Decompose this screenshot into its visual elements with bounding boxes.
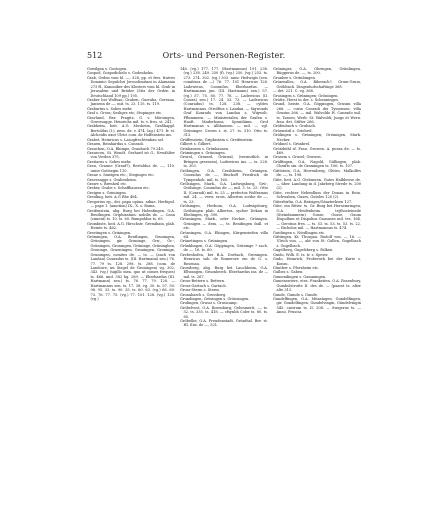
register-entry: Güttstein, O.A. Herrenberg, Glütes. Malkolfes de. —, ts. 198. [273, 168, 361, 178]
register-entry: Grönsingen, O.A. Ehingen, Kürgenrieden villa 64. [180, 230, 268, 240]
register-entry: Grülfingen, O.A. Nagold, Güllingen, plab. Chrafts sin. de Gramingen ts. 106. ts. 107. [273, 159, 361, 169]
register-entry: Grühnel s. Grünbrel. [273, 142, 311, 147]
register-entry: Grötzbühl sf. Frau. Gruwen. A. pueza de. — ts. 469. [273, 146, 361, 156]
register-entry: Güte, rechter Nebenfluss der Donau in Rein. Schwaben, Guses, Gutoles 120 (2). [273, 190, 361, 200]
register-entry: Gross-Bettern s. Bettern. [180, 279, 226, 284]
register-entry: Gundelfingen, O.A. Münsingen, Gundelfingen, gir. Gundelfingen, Gundelvingin, Gündelvingin 545. castrum ts. II. 208. — Swigerus ts. — Anno, Pruscia [273, 296, 361, 315]
register-entry: Güterbirlin, O.A. Bräsiges/Gänzterksen 127. [273, 199, 353, 204]
register-entry: Günther s. Pforzheim etc. [273, 265, 320, 270]
register-entry: Gravesagge s. Grabenheim. [87, 177, 137, 182]
register-entry: Grauchen, O.A. Rhimpe, Graubuch 79.240. [87, 146, 164, 151]
register-entry: Griwol, Griuwel, Grinwal, (vermutlich in Bringen gesessen), Ludewicus ins. — ts. 228. ts. 303. [180, 155, 268, 169]
register-entry: Grömingen, O.A. Reutlingen, Gruningen, Grüningen, gir. Gruninge, Grn-, Gr.-, Grüningen, Groningen, Grüninge, Grüninghen, Groninge, Grueningen, Gruningen, Groninge, Gruningen, comites de. — ts. — (auch von Landau) Cunradus ts. (III. Hartmann) sen.) 76. 77. 79 ts. 128. 298. ts. 288. (com. de Landowe, im Siegel de Groningen) vg. 302. 343. (vg.) (sigillo mea. quo ut comes freques) ts. 466. und. 382 hg. 289. — Eberhardus (III. Hartmann) sen.) ts. 76. 77. 79. 128. — Hartmannus sen. ts. 17. 38. vg. 30. ts. 57. 50. 98. 95. 33. ts. 90. 35. ts. 60. 63. (vg.) 68. 69. 73. 76. 77. 75. (vg.) 77. 101. 128. (vg.) 128. (vg.) [87, 235, 175, 301]
register-entry: Gross-Sterm s. Sterm. [180, 288, 220, 293]
register-column-2 [180, 67, 268, 472]
register-entry: Gudo, Heinrich, Probevork bei der Kurie s. Konsu. [273, 257, 361, 266]
register-entry: Grossberg, abg. Burg bei Lauchheim, O.A. Ellwangen, Gruonberch. Eberhardus ins. de — mil. ts. 267. [180, 265, 268, 279]
register-entry: Gronabarch s. Grossberg. [180, 292, 227, 297]
register-entry: Guido, Wilh. E. ts. tr. s. Speier. [273, 252, 329, 257]
register-entry: Gröbelbe, O.A. Freudenstadt, Grünthal. Ber. st. Hl. Eus. de —, 521. [180, 319, 268, 328]
register-entry: Greigen s. Grimingen. [87, 190, 127, 195]
register-entry: Gilbert s. Gilbert. [180, 142, 212, 147]
register-entry: Graber bei Wolfsau, Graben, Gurraba, Gerrana, Jansenn de —, mit. ts. 23. 115. ts. 119. [87, 97, 175, 107]
register-entry: Grulingen, Grussi s. Grusicamp. [180, 301, 238, 306]
register-entry: Grusem s. Grusel; Gruwen. [273, 155, 322, 160]
register-entry: Grabartus s. Sobes mehr. [87, 106, 133, 111]
register-entry: Gröbingen, O.A. Crailsheim, Grünigen, Conradus de —, Bischoff Friedrich de Tympenhob. mil. ts. 160. [180, 168, 268, 182]
register-entry: Güte, ein Ritter. ts. Gr. Burg bei Hersemringen, O.A. Heidenheim. tejthosteinede (Steindammern) Gusse, Gusse, Guum Dispollum et Dispolius Gausases mil. tes. 164. — Gerstius fres. — ts. 53. ts. 53. ts. 53. ts. 22. — Richolus mil. — Hartmannus ts. 474. [273, 204, 361, 231]
register-entry: Grülingen s. Grüningen; Grönnigen, Mark. Necker. [273, 133, 361, 142]
running-title: Orts- und Personen-Register. [162, 51, 286, 60]
register-entry: Grunbre s. Grünbingen. [273, 75, 316, 80]
register-entry: Grauen, Reinhardus s. Conradi. [87, 142, 144, 147]
register-entry: Gutdingen s. Nördlingen etc. [273, 230, 326, 235]
register-entry: Gregorius ep., dei. papa opüns. adiue. Herbipol. — pape 1. (amotion) IX., X. s. Roma. [87, 199, 175, 209]
register-entry: Grund, heiste. O.A. Göppingen, Grusim villa 266. — curia Conradi dei Tyssensen. villa Grusim 266. — mil. Walvoldo H. Canrado mil. ts. Tassen, Werb. St. Walvoldi; Jungs et Wern. frau. det. Stifter 266. [273, 102, 361, 125]
register-entry: Grusingen s. Grüningen; Gröningen. [273, 93, 339, 98]
register-entry: — det. 221. C. vg. 368. [273, 89, 315, 94]
register-entry: Grüffenstein, Griphistain s. Greifenstein. [180, 137, 254, 142]
page-header [87, 50, 361, 62]
register-entry: Gröbelvost, O.A. Rosenburg, Gelonmerit, —, ts. 52. ts. 335. ts. 418. — cfsynbh Coler ts. 80. ts. 85. [180, 305, 268, 319]
register-entry: Gravlund, Ber. Pragitz, G. v. Mörsingen, Gravesagge. Heinrichs mil. ts. v. fres. st. 241. [87, 115, 175, 125]
register-entry: Grestingen s. Griningen. [87, 230, 132, 235]
register-entry: Grüfenbach s. Grubach. [273, 124, 316, 129]
register-entry: Grebeshofen, bei B.A. Dorbach, Greningen. Henricus sub. de Romersee ein de G. s. Rosenau. [180, 252, 268, 266]
register-entry: Grünklingen, O.A. Göppingen, Grüninge ? sach. de —, 16. ts. 60. [180, 243, 268, 253]
register-entry: Graf s. Gross; Sesliges etc; Stupinges etc. [87, 111, 163, 116]
register-entry: Grönsingen, Mark., oder Necker., Grünigen. Grünigen — dem. —, ts. Rendingen fadl. et etc. [180, 217, 268, 231]
register-entry: Güte, heit. A.G. Gtsbueren, Gutes Halbbrose de. — über. Landung in d. Jahrberg Strede ts. 200 (2). [273, 177, 361, 191]
register-entry: Grabst. Heinricus s. Lasogfrechtenbau sel. [87, 137, 165, 142]
register-entry: Graue s. Smeigen etc.; Steginges etc. [87, 173, 155, 178]
register-entry: Grünwalles, O.A. Biberach?, Grum-Gruin, Gröbbach. Dingenhofschaftinge 368. [273, 80, 361, 89]
register-entry: Grawe s. Brenheil etc. [87, 181, 128, 186]
register-entry: Gumendingen s. Gammingen. [273, 274, 327, 279]
register-entry: Gross-Gartach s. Gartach. [180, 283, 227, 288]
register-entry: Gratiarus s. Sobes mehr. [87, 159, 132, 164]
register-entry: Gugelberg, Gugelsberg s. Falken. [273, 248, 334, 253]
register-entry: Gulbes s. Gaben. [273, 270, 304, 275]
register-entry: 148. (vg.) 177. 177. (Hartmannus) 191. 238. (vg.) 238. 249. 250 (f). (vg.) 250. (vg.) 253. ts. 273. 274. 302. (vg.) 303. nunc Hedwigis (sen. comitissa de —) 76. 77. 101 Henricus 128. Ladewieus, Conradus, Eberhardus. — Hartmannus jun. (III. Hartmann) sen.) 57. (vg.) 57. 75. 80. 77. 76. — Ladewicus (II. Comes) sen.) 17. 24. 33. 73. — Ladewicus (Conradus) ts. 128. 238. — cylites Hartmannus. Otrolftus s. Landau. — Sigwonds Graf Konrads von Landau s. Wigwolt. Pflummern. — Ministerialen der Grafen s. Haoft. Maderhoms, Spraidiinm. Grof Hartmanus s. Albhausen. — mil. — vgl. Grüninger. Crown s. st. 27. ts. 310. Otto ts. 313. [180, 67, 268, 138]
register-entry: Grölsingen, Herbom, O.A. Ludwigsburg, Grölsingen plab. Albertus, sycher Dekan in Ehelingen, vg. 390. [180, 204, 268, 217]
register-entry: Greifenstein, abg. Burg bei Holenfingen, O.A. Reutlingen. Griphinstain. nobilis de. — Conn (ciment) ts. 10. ts. 60. Rumpoldus ts. 65. [87, 208, 175, 222]
register-entry: Gumenswiere, etes. Frankeiten, O.A. Rosenbury, Gumbolstrutte II. des de. — (paarst ts. alter alte 313. [273, 279, 361, 293]
register-entry: Grünetingen s. Grüningen. [180, 239, 229, 244]
register-entry: Grauecen, St. Wendt. Gerhard ist G., Erwählter von Verden 375. [87, 151, 175, 160]
register-column-3 [273, 67, 361, 472]
register-entry: Gowilgan s. Gostogen. [87, 67, 128, 71]
register-entry: Grab, Orden vom hl. —, 328, pp. et fres. fratres Dominici Sepulchri Jerosolimitani in Alamania 273 ff., Kanoniker des Klosters vom hl. Grab in Jerusalem und Brüder (Sitz der Orden in Deutschland 109 pp.) 195. [87, 75, 175, 98]
register-entry: Gospod, Gospodickelo s. Godenholm. [87, 71, 154, 76]
register-entry: Grüenstril s. Griebrel. [273, 128, 313, 133]
register-entry: Grölsingen, Mark., O.A. Ludwigsburg, Grü-, Grölsinge, Conradus de —, mil. 3. ts. 25. Otto II. (Conradi) mil. ts. 25 — prefectus Wolframus mil. 24. — verw. erois. Albertus scribe de —, ts. 23. [180, 181, 268, 204]
register-entry: Grundingen, Grösingen s. Grönsingen. [180, 296, 250, 301]
page-number: 512 [87, 51, 103, 60]
register-entry: Grinhausen s. Grünhausen. [180, 146, 230, 151]
register-entry: Güttingen, Kt. Thurgau. Rudolf von. — 16. — Ulrich von. —, abt von St. Gallen, Gugelbach s. Gugelbach. [273, 235, 361, 248]
register-entry: Grümingen s. Grüningen. [180, 151, 226, 156]
register-entry: Grabheim, heit. A.G. Mosheim, Graßkappl. Bertoldus (I.), ness. de. v. 474. (ag.) 471. fr. st. Alcheidis uxor Ulrici com. de Hoffenstein ins. [87, 124, 175, 138]
register-entry: Grombiste, heit. A.G. Hirschstr. Gremibain, plab. Heinte ts. 462. [87, 221, 175, 231]
register-column-1 [87, 67, 175, 472]
register-columns [87, 67, 361, 472]
register-entry: Greber, Grabe s. Schaffhausen etc. [87, 186, 150, 191]
register-entry: Gunde, Gumde s. Gunde. [273, 292, 318, 297]
register-entry: Grütte, Herst in der. s. Schenninges. [273, 97, 339, 102]
register-entry: Grau, Graune (Grauf?), Bertoldus de. —, 110. unior Gottsegin 110. [87, 164, 175, 173]
register-entry: Gröninger, O.A. Öhringen, Grünlingen. Rüggerus de. —, ts. 200. [273, 67, 361, 76]
register-entry: Greiding, heit. A.G Rhe 484. [87, 195, 138, 200]
